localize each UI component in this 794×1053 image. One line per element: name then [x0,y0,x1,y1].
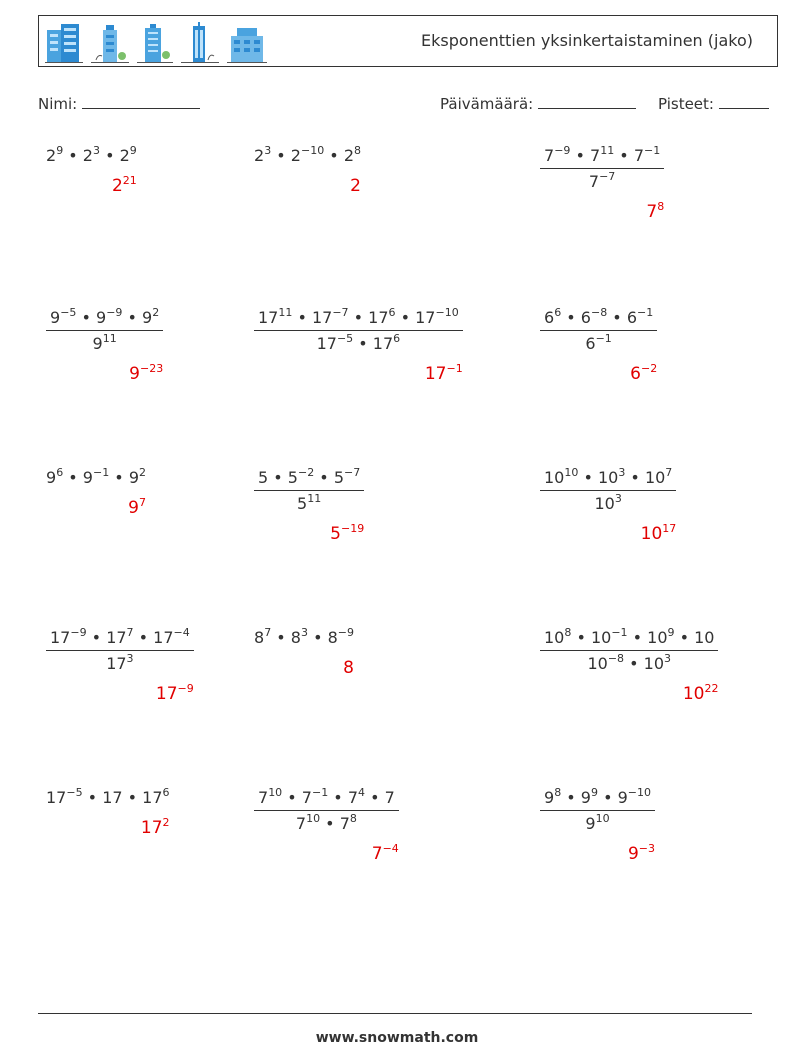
power-term: $10^3$ [643,652,672,673]
power-term: $9^{11}$ [92,332,117,353]
problem-13: $17^{-5}$ • 17 • $17^6$ [46,786,170,807]
power-term: $9^2$ [128,466,146,487]
problem-11: $8^7$ • $8^3$ • $8^{-9}$ [254,626,354,647]
fraction [540,468,676,513]
power-term: $10^7$ [644,466,673,487]
power-term: $6^{-1}$ [626,306,654,327]
date-field [440,94,636,113]
tower-building-icon [91,22,129,64]
power-term: $2^9$ [46,144,64,165]
fraction [540,146,664,191]
power-term: $5^{-19}$ [330,522,365,544]
answer-12 [683,684,719,704]
power-term: $17^2$ [140,816,170,838]
power-term: $9^{-5}$ [50,306,77,327]
numerator: $10^8$ • $10^{-1}$ • $10^9$ • 10 [540,628,718,651]
numerator: $9^8$ • $9^9$ • $9^{-10}$ [540,788,655,811]
name-blank[interactable] [82,94,200,109]
power-term: $9^7$ [128,496,146,518]
skyscraper-icon [137,22,173,64]
numerator: $10^{10}$ • $10^3$ • $10^7$ [540,468,676,491]
power-term: $7^8$ [339,812,357,833]
power-term: $17^{11}$ [258,306,293,327]
power-term: $8^{-9}$ [327,626,354,647]
power-term: $6^{-1}$ [585,332,612,353]
power-term: $9^9$ [580,786,598,807]
power-term: $2^3$ [82,144,100,165]
denominator [540,169,664,191]
fraction [540,788,655,833]
denominator: $7^{10}$ • $7^8$ [295,812,357,833]
problem-9 [540,468,676,513]
problem-5 [254,308,463,353]
power-term: $6^{-8}$ [580,306,608,327]
power-term: 8 [343,658,354,678]
fraction [254,468,364,513]
worksheet-title: Eksponenttien yksinkertaistaminen (jako) [420,31,753,50]
problem-15 [540,788,655,833]
power-term: $9^8$ [544,786,562,807]
power-term: $10^8$ [544,626,572,647]
denominator [46,651,194,673]
numerator: $9^{-5}$ • $9^{-9}$ • $9^2$ [46,308,163,331]
power-term: 17 [102,788,123,807]
denominator [540,331,657,353]
power-term: $5^{-2}$ [287,466,315,487]
power-term: $17^{-7}$ [311,306,349,327]
power-term: $9^{-3}$ [627,842,655,864]
power-term: $10^{10}$ [544,466,579,487]
power-term: $17^6$ [368,306,396,327]
power-term: $9^6$ [46,466,64,487]
power-term: $7^{-1}$ [633,144,661,165]
power-term: 2 [350,176,361,196]
power-term: $17^{-9}$ [50,626,87,647]
power-term: $9^{-10}$ [617,786,651,807]
problem-2: $2^3$ • $2^{-10}$ • $2^8$ [254,144,361,165]
power-term: 7 [384,788,395,807]
worksheet-header [38,15,778,67]
fraction [46,308,163,353]
answer-6 [630,364,657,384]
power-term: $9^{10}$ [585,812,610,833]
footer-url: www.snowmath.com [315,1030,479,1046]
power-term: $2^{-10}$ [290,144,325,165]
fraction [254,788,399,833]
answer-11 [343,658,354,678]
date-label: Päivämäärä: [440,95,534,113]
power-term: $17^{-1}$ [424,362,463,384]
power-term: $2^8$ [343,144,361,165]
problem-12 [540,628,718,673]
power-term: $10^9$ [647,626,675,647]
power-term: $17^6$ [142,786,170,807]
power-term: $10^{17}$ [640,522,677,544]
power-term: $9^2$ [142,306,160,327]
numerator: $17^{11}$ • $17^{-7}$ • $17^6$ • $17^{-10}$ [254,308,463,331]
tall-tower-icon [181,22,219,64]
power-term: $10^{-8}$ [587,652,625,673]
answer-8 [330,524,364,544]
power-term: $9^{-23}$ [129,362,164,384]
power-term: $2^9$ [119,144,137,165]
power-term: $17^{-9}$ [155,682,194,704]
denominator [46,331,163,353]
denominator [540,491,676,513]
power-term: $7^{-7}$ [588,170,616,191]
name-label: Nimi: [38,95,78,113]
problem-3 [540,146,664,191]
problem-10 [46,628,194,673]
problem-8 [254,468,364,513]
numerator: $17^{-9}$ • $17^7$ • $17^{-4}$ [46,628,194,651]
power-term: $17^{-10}$ [415,306,459,327]
power-term: $6^6$ [544,306,562,327]
power-term: 10 [694,628,715,647]
power-term: $2^3$ [254,144,272,165]
answer-5 [425,364,463,384]
power-term: 5 [258,468,269,487]
power-term: $17^{-4}$ [153,626,190,647]
numerator: $7^{-9}$ • $7^{11}$ • $7^{-1}$ [540,146,664,169]
fraction [254,308,463,353]
power-term: $7^{-9}$ [544,144,571,165]
problem-7: $9^6$ • $9^{-1}$ • $9^2$ [46,466,146,487]
numerator: $6^6$ • $6^{-8}$ • $6^{-1}$ [540,308,657,331]
answer-15 [628,844,655,864]
answer-7 [128,498,146,518]
power-term: $10^3$ [597,466,626,487]
power-term: $10^3$ [594,492,622,513]
fraction [46,628,194,673]
answer-1 [112,176,137,196]
power-term: $7^4$ [347,786,365,807]
answer-3 [646,202,664,222]
name-field [38,94,200,113]
date-blank[interactable] [538,94,636,109]
footer-divider [38,1013,752,1014]
answer-9 [641,524,677,544]
numerator: $7^{10}$ • $7^{-1}$ • $7^4$ • 7 [254,788,399,811]
score-field [658,94,769,113]
office-building-icon [45,22,83,64]
power-term: $2^{21}$ [111,174,137,196]
numerator: 5 • $5^{-2}$ • $5^{-7}$ [254,468,364,491]
power-term: $7^{11}$ [590,144,615,165]
power-term: $5^{11}$ [297,492,322,513]
power-term: $8^3$ [290,626,308,647]
apartment-building-icon [227,22,267,64]
problem-4 [46,308,163,353]
answer-13 [141,818,170,838]
power-term: $6^{-2}$ [630,362,658,384]
power-term: $8^7$ [254,626,272,647]
header-icons [45,20,267,64]
power-term: $7^{10}$ [295,812,321,833]
score-blank[interactable] [719,94,769,109]
denominator [540,811,655,833]
answer-14 [372,844,399,864]
power-term: $9^{-1}$ [82,466,110,487]
denominator: $10^{-8}$ • $10^3$ [587,652,672,673]
power-term: $17^7$ [106,626,134,647]
power-term: $17^6$ [372,332,401,353]
power-term: $10^{-1}$ [590,626,628,647]
power-term: $10^{22}$ [682,682,719,704]
problem-6 [540,308,657,353]
power-term: $17^3$ [106,652,134,673]
denominator: $17^{-5}$ • $17^6$ [316,332,401,353]
power-term: $5^{-7}$ [333,466,361,487]
fraction [540,308,657,353]
power-term: $9^{-9}$ [96,306,123,327]
power-term: $7^8$ [646,200,665,222]
problem-14 [254,788,399,833]
answer-2 [350,176,361,196]
fraction [540,628,718,673]
power-term: $7^{-1}$ [301,786,329,807]
score-label: Pisteet: [658,95,714,113]
denominator [254,491,364,513]
power-term: $17^{-5}$ [46,786,83,807]
answer-4 [129,364,163,384]
power-term: $17^{-5}$ [316,332,354,353]
answer-10 [156,684,194,704]
problem-1: $2^9$ • $2^3$ • $2^9$ [46,144,137,165]
power-term: $7^{-4}$ [371,842,399,864]
power-term: $7^{10}$ [258,786,283,807]
